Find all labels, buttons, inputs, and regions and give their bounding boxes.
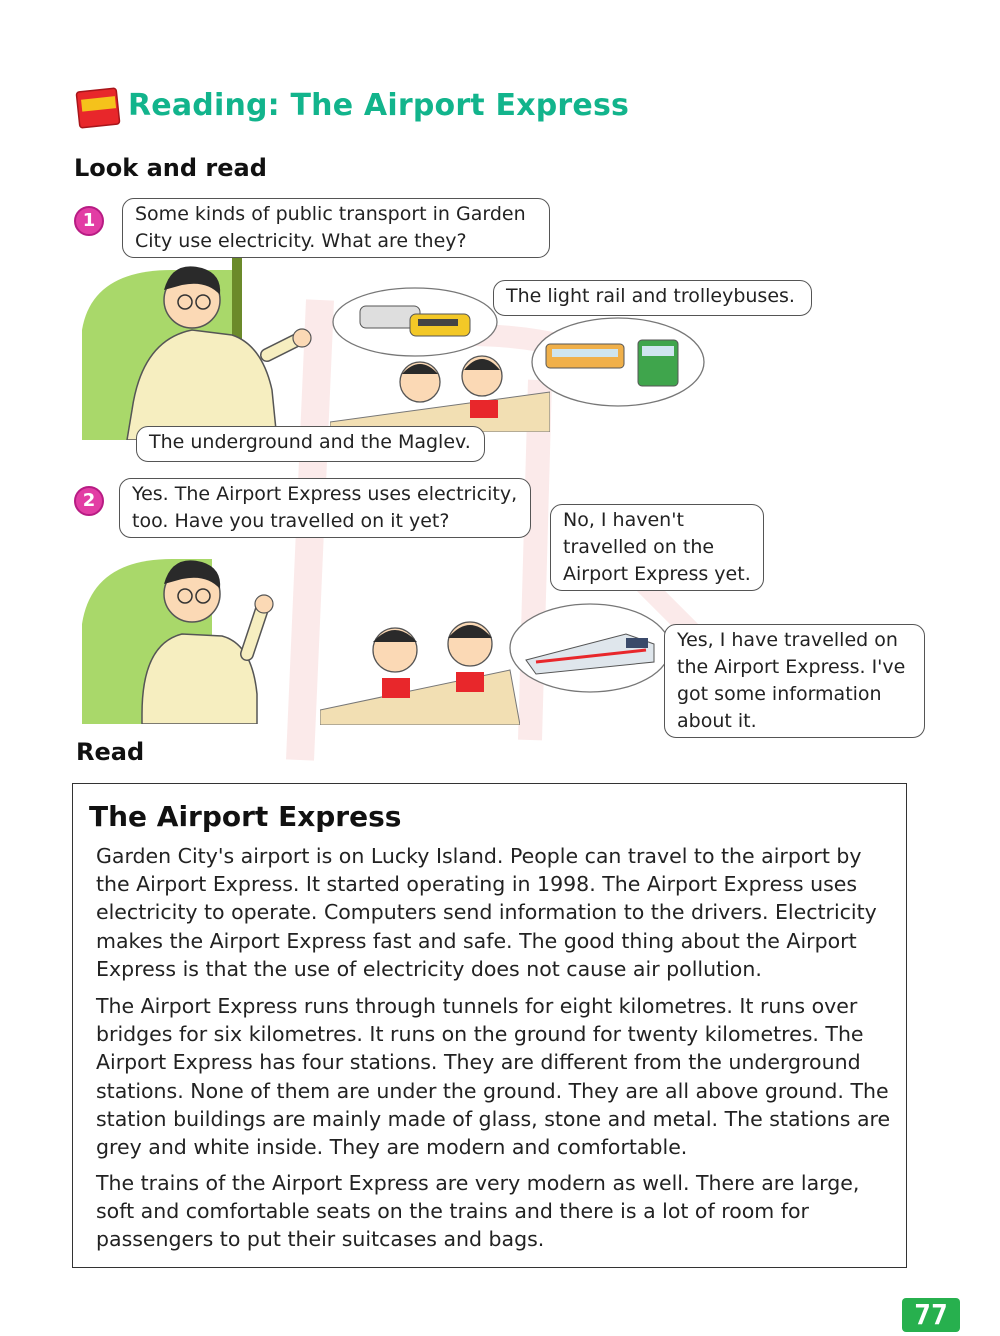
article-box xyxy=(72,783,907,1268)
thought-bubble-airport-express xyxy=(506,600,674,696)
article-paragraph-1: Garden City's airport is on Lucky Island. People can travel to the airport by the Airport Express. It started operating in 1998. The Airport Express uses electricity to operate. Computers send information to the drivers. Electricity makes the Airport Express fast and safe. The good thing about the Airport Express is that the use of electricity does not cause air pollution. xyxy=(96,844,877,981)
page-title: Reading: The Airport Express xyxy=(128,88,630,123)
teacher-illustration-1 xyxy=(82,250,342,440)
speech-bubble-girl-1: The light rail and trolleybuses. xyxy=(493,280,812,316)
read-heading: Read xyxy=(76,738,145,766)
speech-bubble-boy-1: The underground and the Maglev. xyxy=(136,426,485,462)
speech-bubble-teacher-2: Yes. The Airport Express uses electricity, too. Have you travelled on it yet? xyxy=(119,478,531,538)
page-number: 77 xyxy=(902,1298,960,1332)
article-title: The Airport Express xyxy=(89,800,402,833)
students-illustration-1 xyxy=(330,352,550,432)
students-illustration-2 xyxy=(320,600,520,725)
speech-bubble-boy-2: No, I haven't travelled on the Airport Express yet. xyxy=(550,504,764,591)
book-icon xyxy=(74,84,124,132)
thought-bubble-trains-right xyxy=(528,312,708,412)
teacher-illustration-2 xyxy=(82,544,322,724)
scene-number-1: 1 xyxy=(74,206,104,236)
look-and-read-heading: Look and read xyxy=(74,154,267,182)
article-paragraph-3: The trains of the Airport Express are very modern as well. There are large, soft and comfortable seats on the trains and there is a lot of room for passengers to put their suitcases and bags. xyxy=(96,1171,860,1252)
speech-bubble-girl-2: Yes, I have travelled on the Airport Express. I've got some information about it. xyxy=(664,624,925,738)
article-paragraph-2: The Airport Express runs through tunnels for eight kilometres. It runs over bridges for six kilometres. It runs on the ground for twenty kilometres. The Airport Express has four stations. They are different from the underground stations. None of them are under the ground. They are all above ground. The station buildings are mainly made of glass, stone and metal. The stations are grey and white inside. They are modern and comfortable. xyxy=(96,994,891,1160)
scene-number-2: 2 xyxy=(74,486,104,516)
speech-bubble-teacher-1: Some kinds of public transport in Garden City use electricity. What are they? xyxy=(122,198,550,258)
thought-bubble-trains-left xyxy=(330,284,500,360)
